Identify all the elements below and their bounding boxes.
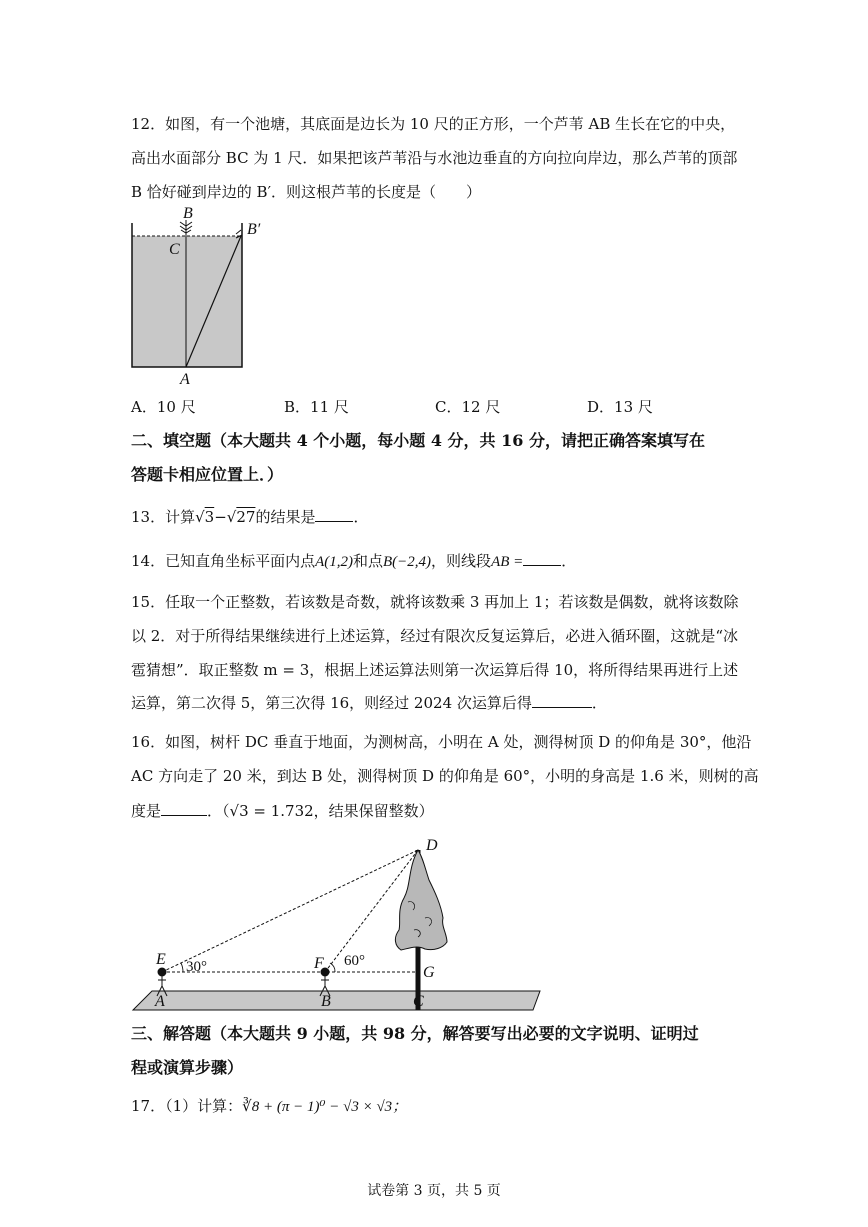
q15-line-4-text: 运算，第二次得 5，第三次得 16，则经过 2024 次运算后得 <box>131 694 532 712</box>
label-a: A <box>180 371 190 388</box>
q14-prefix: 14．已知直角坐标平面内点 <box>131 552 316 570</box>
page-footer: 试卷第 3 页，共 5 页 <box>367 1183 501 1199</box>
q16-line-2: AC 方向走了 20 米，到达 B 处，测得树顶 D 的仰角是 60°，小明的身高是 1.6 米，则树的高 <box>131 767 759 785</box>
angle-30-arc <box>181 963 183 972</box>
q14-tail: ，则线段 <box>431 552 492 570</box>
label-c: C <box>413 993 424 1010</box>
ground-plane <box>133 991 540 1010</box>
q14-answer-blank <box>523 550 561 566</box>
q13-answer-blank <box>315 506 353 522</box>
q13-line <box>131 506 368 527</box>
q12-option-d: D．13 尺 <box>587 398 653 416</box>
label-b-prime: B′ <box>247 221 261 238</box>
label-e: E <box>156 951 166 968</box>
q13-suffix: 的结果是 <box>255 508 316 526</box>
section-2-heading-line-2: 答题卡相应位置上．） <box>131 465 284 484</box>
q12-option-c: C．12 尺 <box>435 398 501 416</box>
pond-figure <box>120 205 270 390</box>
label-g: G <box>423 964 435 981</box>
q16-line-1: 16．如图，树杆 DC 垂直于地面，为测树高，小明在 A 处，测得树顶 D 的仰角是 30°，他沿 <box>131 733 752 751</box>
q12-line-1: 12．如图，有一个池塘，其底面是边长为 10 尺的正方形，一个芦苇 AB 生长在它的中央， <box>131 115 736 133</box>
q13-radicand-b: 27 <box>236 508 256 526</box>
q17-expression: ∛8 + (π − 1)⁰ − √3 × √3； <box>242 1099 408 1115</box>
q16-line-3 <box>131 800 434 821</box>
q14-end: ． <box>561 552 577 570</box>
section-3-heading-line-2: 程或演算步骤） <box>131 1058 244 1077</box>
q14-line <box>131 550 576 572</box>
q15-line-4-end: ． <box>591 694 607 712</box>
label-b: B <box>183 205 193 222</box>
q13-radicand-a: 3 <box>204 508 215 526</box>
label-angle-60: 60° <box>344 953 365 969</box>
q16-answer-blank <box>161 800 207 816</box>
q12-option-a: A．10 尺 <box>131 398 196 416</box>
q15-line-1: 15．任取一个正整数，若该数是奇数，就将该数乘 3 再加上 1；若该数是偶数，就将该数除 <box>131 593 739 611</box>
label-f: F <box>314 955 324 972</box>
tree-crown <box>395 850 447 950</box>
sight-line-e <box>162 850 418 972</box>
label-a: A <box>155 993 165 1010</box>
angle-60-arc <box>330 963 335 972</box>
q17-line <box>131 1096 407 1117</box>
observer-e-head-icon <box>158 968 167 977</box>
q14-mid: 和点 <box>353 552 384 570</box>
q17-prefix: 17．（1）计算： <box>131 1097 243 1115</box>
label-b: B <box>321 993 331 1010</box>
label-d: D <box>426 837 438 854</box>
section-3-heading-line-1: 三、解答题（本大题共 9 小题，共 98 分，解答要写出必要的文字说明、证明过 <box>131 1024 699 1043</box>
label-angle-30: 30° <box>186 959 207 975</box>
q12-line-3: B 恰好碰到岸边的 B′．则这根芦苇的长度是（ ） <box>131 183 481 201</box>
q15-line-4 <box>131 692 607 713</box>
q15-line-3: 雹猜想”．取正整数 m = 3，根据上述运算法则第一次运算后得 10，将所得结果再进行上述 <box>131 661 739 679</box>
q16-line-3-prefix: 度是 <box>131 802 162 820</box>
q14-ab: AB = <box>491 554 524 570</box>
sqrt-icon: √ <box>195 508 205 526</box>
q14-point-b: B(−2,4) <box>383 554 432 570</box>
tree-figure <box>125 830 545 1015</box>
q13-minus: − <box>214 508 227 526</box>
q15-answer-blank <box>532 692 592 708</box>
q14-point-a: A(1,2) <box>315 554 353 570</box>
q13-end: ． <box>353 508 369 526</box>
sqrt-icon: √ <box>226 508 237 526</box>
label-c: C <box>169 241 180 258</box>
q16-line-3-suffix: ．（√3 = 1.732，结果保留整数） <box>207 802 434 820</box>
pond-water <box>132 236 242 367</box>
section-2-heading-line-1: 二、填空题（本大题共 4 个小题，每小题 4 分，共 16 分，请把正确答案填写在 <box>131 431 705 450</box>
q12-option-b: B．11 尺 <box>284 398 349 416</box>
q15-line-2: 以 2．对于所得结果继续进行上述运算，经过有限次反复运算后，必进入循环圈，这就是“冰 <box>131 627 738 645</box>
q13-prefix: 13．计算 <box>131 508 196 526</box>
q12-line-2: 高出水面部分 BC 为 1 尺．如果把该芦苇沿与水池边垂直的方向拉向岸边，那么芦苇的顶部 <box>131 149 738 167</box>
